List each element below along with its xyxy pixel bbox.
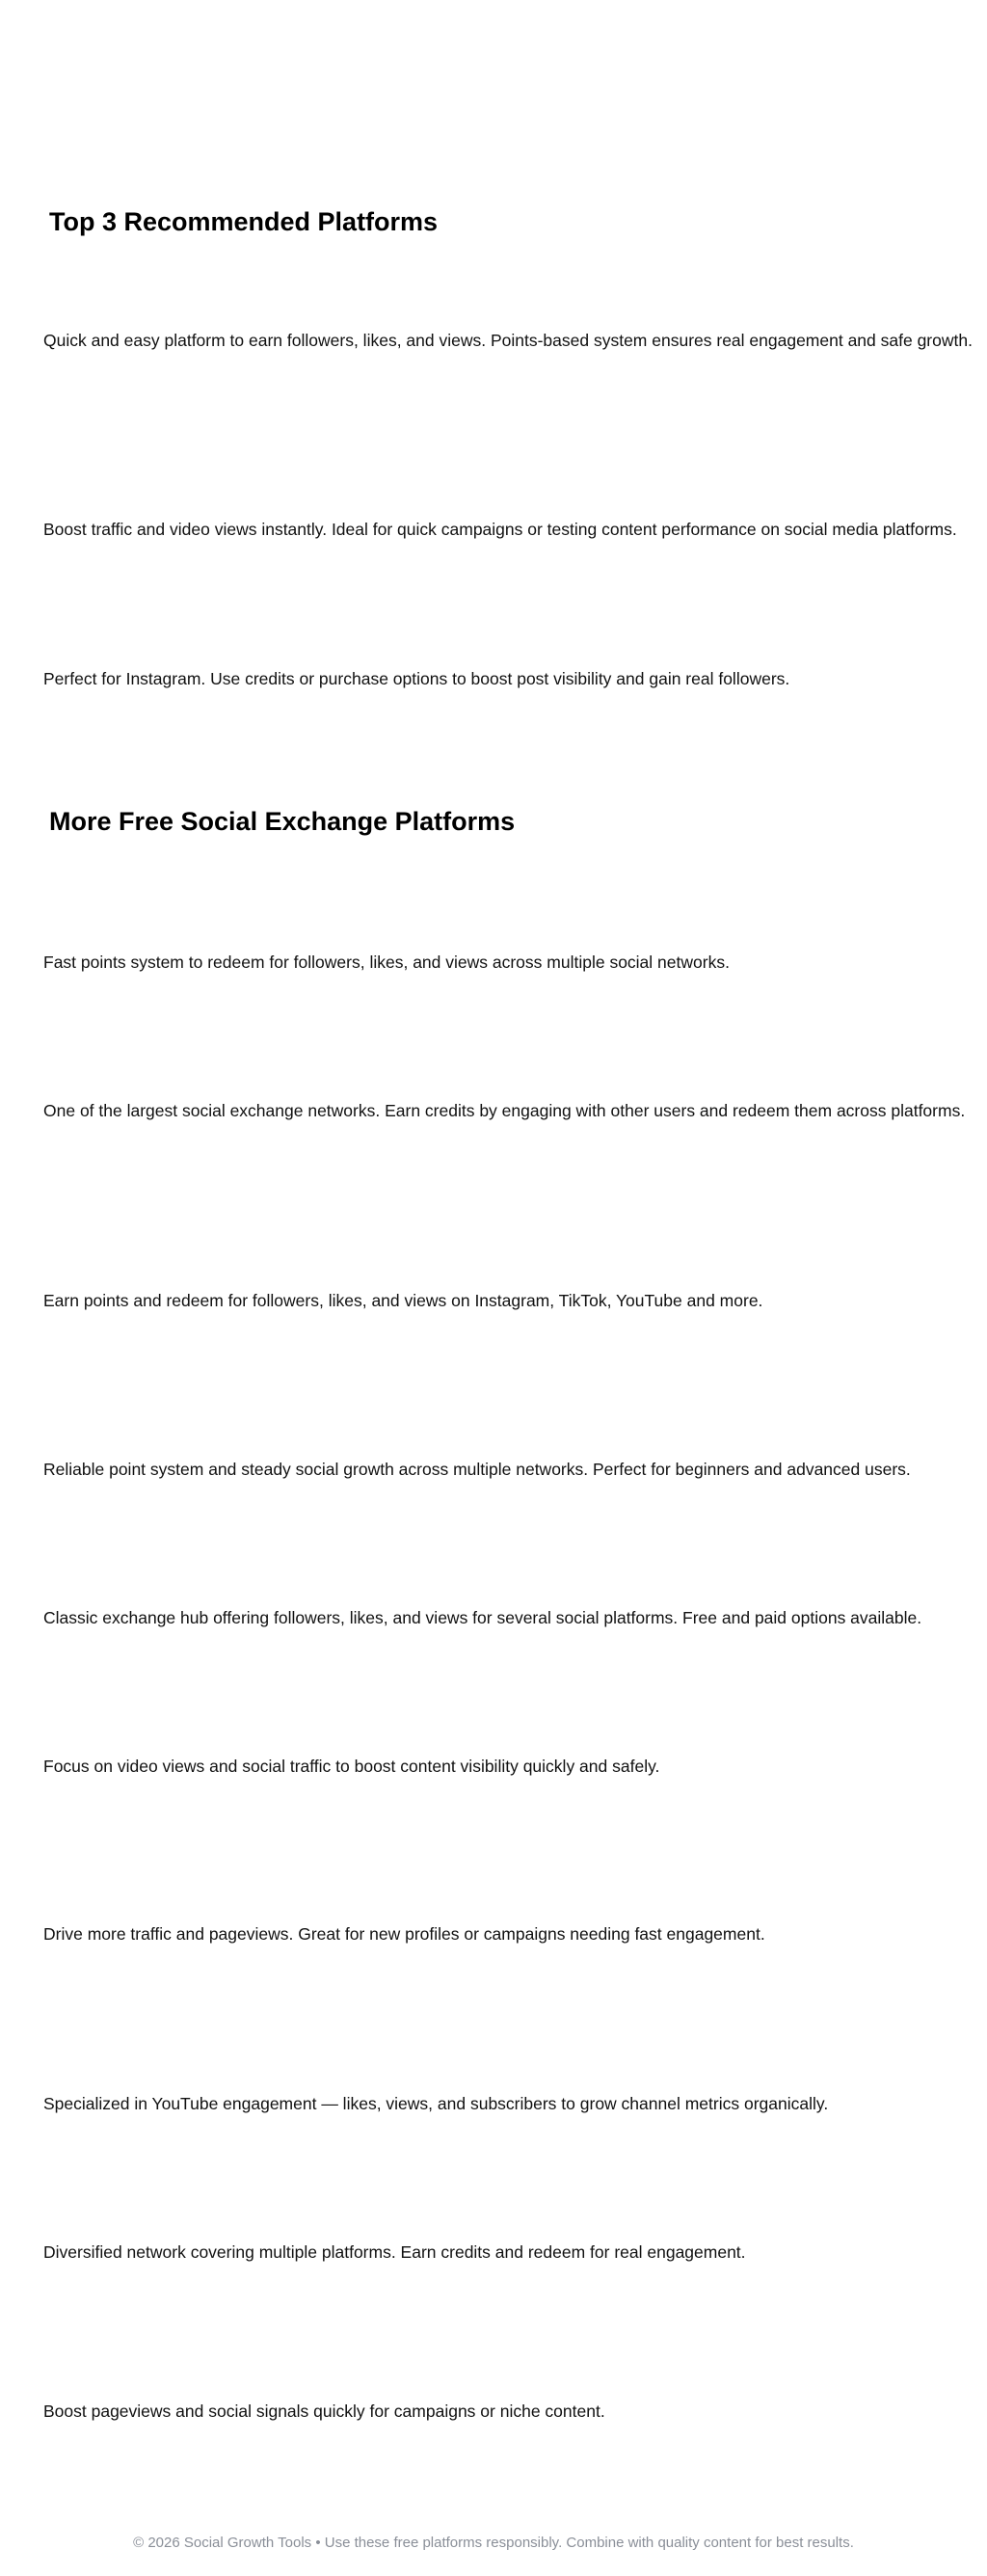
platform-description: Drive more traffic and pageviews. Great for new profiles or campaigns needing fast engagement. [43, 1924, 765, 1944]
platform-description: Boost traffic and video views instantly. Ideal for quick campaigns or testing content performance on social media platforms. [43, 520, 957, 539]
platform-description: Classic exchange hub offering followers, likes, and views for several social platforms. Free and paid options available. [43, 1608, 922, 1627]
platform-description: Diversified network covering multiple platforms. Earn credits and redeem for real engagement. [43, 2242, 746, 2262]
platform-description: Perfect for Instagram. Use credits or purchase options to boost post visibility and gain real followers. [43, 669, 790, 688]
footer-text: © 2026 Social Growth Tools • Use these free platforms responsibly. Combine with quality content for best results. [133, 2535, 854, 2551]
platform-description: Fast points system to redeem for followers, likes, and views across multiple social networks. [43, 953, 730, 972]
platform-description: Earn points and redeem for followers, likes, and views on Instagram, TikTok, YouTube and more. [43, 1291, 763, 1310]
platform-description: Focus on video views and social traffic to boost content visibility quickly and safely. [43, 1757, 660, 1776]
section-title-more-platforms: More Free Social Exchange Platforms [49, 807, 516, 836]
section-title-top-platforms: Top 3 Recommended Platforms [49, 207, 439, 236]
platform-description: Boost pageviews and social signals quickly for campaigns or niche content. [43, 2402, 605, 2421]
platform-description: One of the largest social exchange networks. Earn credits by engaging with other users and redeem them across platforms. [43, 1101, 966, 1120]
platform-description: Reliable point system and steady social growth across multiple networks. Perfect for beginners and advanced users. [43, 1460, 911, 1479]
platform-description: Quick and easy platform to earn followers, likes, and views. Points-based system ensures real engagement and safe growth. [43, 331, 973, 350]
platform-description: Specialized in YouTube engagement — likes, views, and subscribers to grow channel metrics organically. [43, 2094, 829, 2113]
